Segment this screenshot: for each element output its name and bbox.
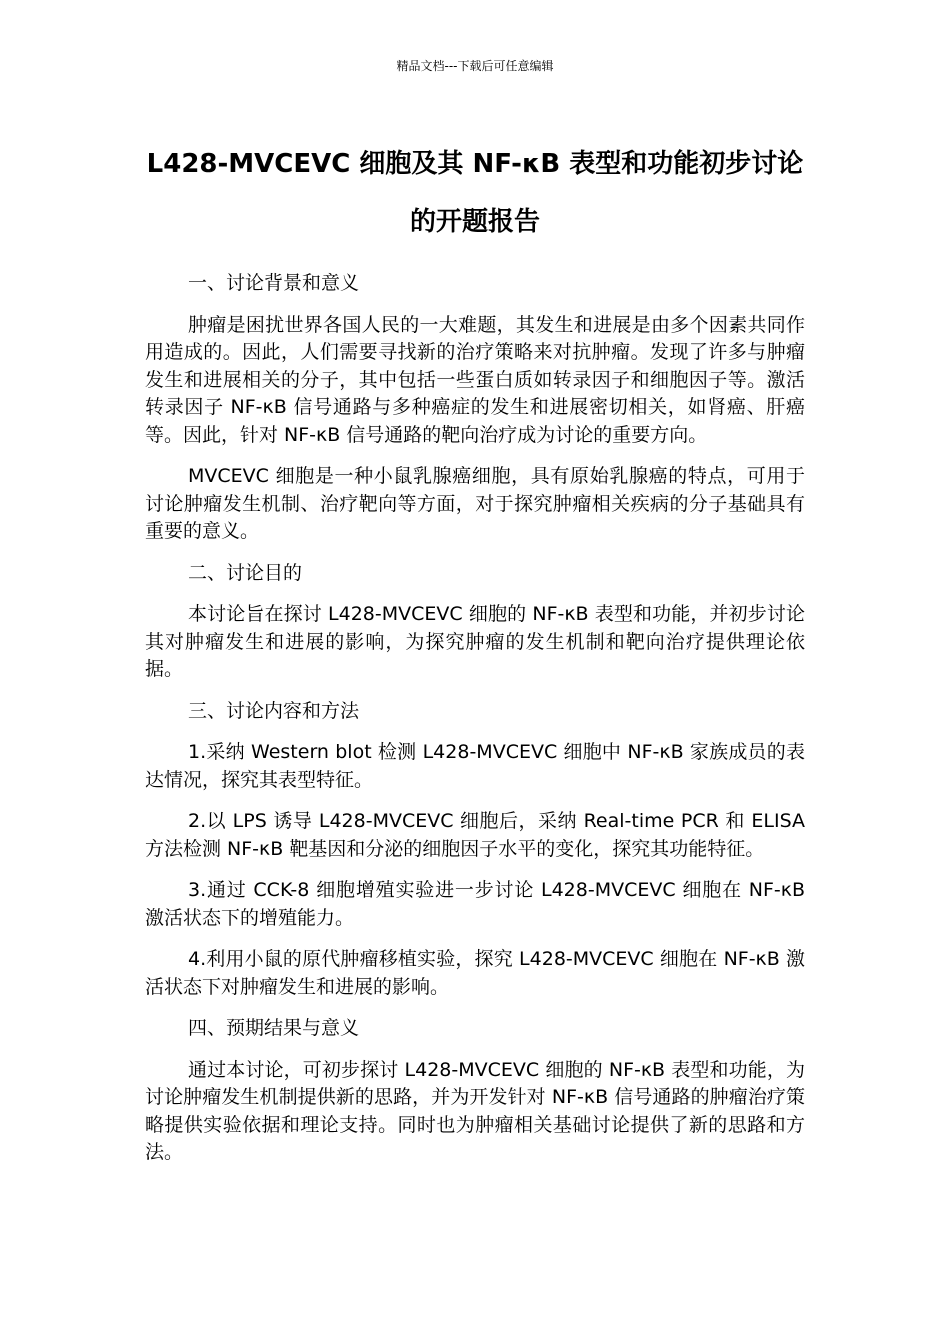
- section-heading-expected-results: 四、预期结果与意义: [188, 1017, 360, 1039]
- paragraph-method-3: 3.通过 CCK-8 细胞增殖实验进一步讨论 L428-MVCEVC 细胞在 NF-κB 激活状态下的增殖能力。: [145, 879, 805, 929]
- paragraph-background-2: MVCEVC 细胞是一种小鼠乳腺癌细胞，具有原始乳腺癌的特点，可用于讨论肿瘤发生机制、治疗靶向等方面，对于探究肿瘤相关疾病的分子基础具有重要的意义。: [145, 465, 805, 542]
- paragraph-method-1: 1.采纳 Western blot 检测 L428-MVCEVC 细胞中 NF-κB 家族成员的表达情况，探究其表型特征。: [145, 741, 805, 791]
- paragraph-background-1: 肿瘤是困扰世界各国人民的一大难题，其发生和进展是由多个因素共同作用造成的。因此，人们需要寻找新的治疗策略来对抗肿瘤。发现了许多与肿瘤发生和进展相关的分子，其中包括一些蛋白质如转录因子和细胞因子等。激活转录因子 NF-κB 信号通路与多种癌症的发生和进展密切相关，如肾癌、肝癌等。因此，针对 NF-κB 信号通路的靶向治疗成为讨论的重要方向。: [145, 313, 805, 446]
- document-title: L428-MVCEVC 细胞及其 NF-κB 表型和功能初步讨论的开题报告: [146, 149, 804, 237]
- section-heading-background: 一、讨论背景和意义: [188, 272, 360, 294]
- section-heading-purpose: 二、讨论目的: [188, 561, 303, 584]
- page-header: 精品文档---下载后可任意编辑: [396, 59, 554, 73]
- paragraph-expected-results: 通过本讨论，可初步探讨 L428-MVCEVC 细胞的 NF-κB 表型和功能，为讨论肿瘤发生机制提供新的思路，并为开发针对 NF-κB 信号通路的肿瘤治疗策略提供实验依据和理论支持。同时也为肿瘤相关基础讨论提供了新的思路和方法。: [145, 1058, 805, 1163]
- paragraph-method-4: 4.利用小鼠的原代肿瘤移植实验，探究 L428-MVCEVC 细胞在 NF-κB 激活状态下对肿瘤发生和进展的影响。: [145, 948, 805, 998]
- document-body: [145, 270, 805, 1181]
- section-heading-methods: 三、讨论内容和方法: [188, 699, 360, 722]
- paragraph-method-2: 2.以 LPS 诱导 L428-MVCEVC 细胞后，采纳 Real-time PCR 和 ELISA 方法检测 NF-κB 靶基因和分泌的细胞因子水平的变化，探究其功能特征。: [145, 810, 805, 860]
- paragraph-purpose: 本讨论旨在探讨 L428-MVCEVC 细胞的 NF-κB 表型和功能，并初步讨论其对肿瘤发生和进展的影响，为探究肿瘤的发生机制和靶向治疗提供理论依据。: [145, 603, 805, 680]
